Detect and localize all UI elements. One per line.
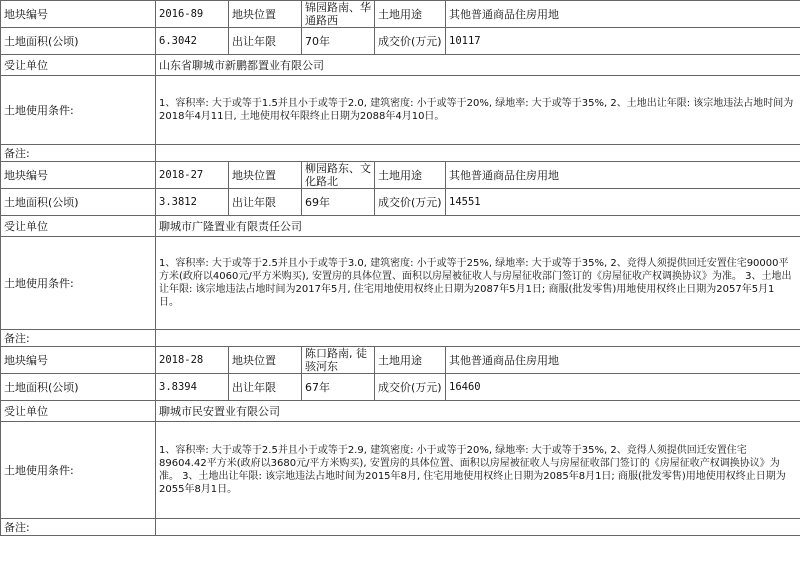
term-label: 出让年限 — [229, 189, 302, 216]
parcel-no-label: 地块编号 — [1, 162, 156, 189]
record-2-area-row — [1, 189, 800, 216]
buyer-label: 受让单位 — [1, 55, 156, 76]
parcel-no-label: 地块编号 — [1, 1, 156, 28]
price-label: 成交价(万元) — [375, 28, 446, 55]
record-2-buyer-row — [1, 216, 800, 237]
land-use-label: 土地用途 — [375, 1, 446, 28]
record-1-conditions-row — [1, 76, 800, 145]
parcel-no-value: 2018-27 — [156, 162, 229, 189]
record-2-conditions-row — [1, 237, 800, 330]
conditions-value: 1、容积率: 大于或等于2.5并且小于或等于3.0, 建筑密度: 小于或等于25%, 绿地率: 大于或等于35%, 2、竞得人须提供回迁安置住宅90000平方米(政府以4060元/平方米购买), 安置房的具体位置、面积以房屋被征收人与房屋征收部门签订的《房屋征收产权调换协议》为准。 3、土地出让年限: 该宗地违法占地时间为2017年5月, 住宅用地使用权终止日期为2087年5月1日; 商服(批发零售)用地使用权终止日期为2057年5月1日。 — [156, 237, 800, 330]
land-area-label: 土地面积(公顷) — [1, 189, 156, 216]
conditions-value: 1、容积率: 大于或等于2.5并且小于或等于2.9, 建筑密度: 小于或等于20%, 绿地率: 大于或等于35%, 2、竞得人须提供回迁安置住宅89604.42平方米(政府以3680元/平方米购买), 安置房的具体位置、面积以房屋被征收人与房屋征收部门签订的《房屋征收产权调换协议》为准。 3、土地出让年限: 该宗地违法占地时间为2015年8月, 住宅用地使用权终止日期为2085年8月1日; 商服(批发零售)用地使用权终止日期为2055年8月1日。 — [156, 422, 800, 519]
price-value: 16460 — [446, 374, 800, 401]
record-2-remarks-row — [1, 330, 800, 347]
record-2-header-row — [1, 162, 800, 189]
location-value: 锦园路南、华通路西 — [302, 1, 375, 28]
location-label: 地块位置 — [229, 1, 302, 28]
remarks-label: 备注: — [1, 519, 156, 536]
record-3-area-row — [1, 374, 800, 401]
land-area-value: 3.3812 — [156, 189, 229, 216]
remarks-label: 备注: — [1, 145, 156, 162]
location-value: 柳园路东、文化路北 — [302, 162, 375, 189]
conditions-label: 土地使用条件: — [1, 76, 156, 145]
location-label: 地块位置 — [229, 347, 302, 374]
record-1-header-row — [1, 1, 800, 28]
record-3-header-row — [1, 347, 800, 374]
term-value: 70年 — [302, 28, 375, 55]
location-label: 地块位置 — [229, 162, 302, 189]
record-1-area-row — [1, 28, 800, 55]
parcel-no-value: 2016-89 — [156, 1, 229, 28]
conditions-label: 土地使用条件: — [1, 422, 156, 519]
land-use-value: 其他普通商品住房用地 — [446, 162, 800, 189]
buyer-label: 受让单位 — [1, 401, 156, 422]
price-label: 成交价(万元) — [375, 189, 446, 216]
buyer-value: 山东省聊城市新鹏都置业有限公司 — [156, 55, 800, 76]
term-value: 69年 — [302, 189, 375, 216]
land-use-label: 土地用途 — [375, 347, 446, 374]
parcel-no-value: 2018-28 — [156, 347, 229, 374]
buyer-value: 聊城市民安置业有限公司 — [156, 401, 800, 422]
price-label: 成交价(万元) — [375, 374, 446, 401]
land-use-value: 其他普通商品住房用地 — [446, 347, 800, 374]
land-use-label: 土地用途 — [375, 162, 446, 189]
record-3-remarks-row — [1, 519, 800, 536]
record-3-buyer-row — [1, 401, 800, 422]
remarks-label: 备注: — [1, 330, 156, 347]
remarks-value — [156, 330, 800, 347]
land-area-label: 土地面积(公顷) — [1, 374, 156, 401]
conditions-label: 土地使用条件: — [1, 237, 156, 330]
land-area-label: 土地面积(公顷) — [1, 28, 156, 55]
remarks-value — [156, 145, 800, 162]
buyer-label: 受让单位 — [1, 216, 156, 237]
record-1-buyer-row — [1, 55, 800, 76]
buyer-value: 聊城市广隆置业有限责任公司 — [156, 216, 800, 237]
term-label: 出让年限 — [229, 28, 302, 55]
parcel-no-label: 地块编号 — [1, 347, 156, 374]
price-value: 14551 — [446, 189, 800, 216]
remarks-value — [156, 519, 800, 536]
land-use-value: 其他普通商品住房用地 — [446, 1, 800, 28]
term-label: 出让年限 — [229, 374, 302, 401]
land-area-value: 3.8394 — [156, 374, 229, 401]
location-value: 陈口路南, 徒骇河东 — [302, 347, 375, 374]
price-value: 10117 — [446, 28, 800, 55]
record-1-remarks-row — [1, 145, 800, 162]
record-3-conditions-row — [1, 422, 800, 519]
land-area-value: 6.3042 — [156, 28, 229, 55]
term-value: 67年 — [302, 374, 375, 401]
conditions-value: 1、容积率: 大于或等于1.5并且小于或等于2.0, 建筑密度: 小于或等于20%, 绿地率: 大于或等于35%, 2、土地出让年限: 该宗地违法占地时间为2018年4月11日, 土地使用权年限终止日期为2088年4月10日。 — [156, 76, 800, 145]
